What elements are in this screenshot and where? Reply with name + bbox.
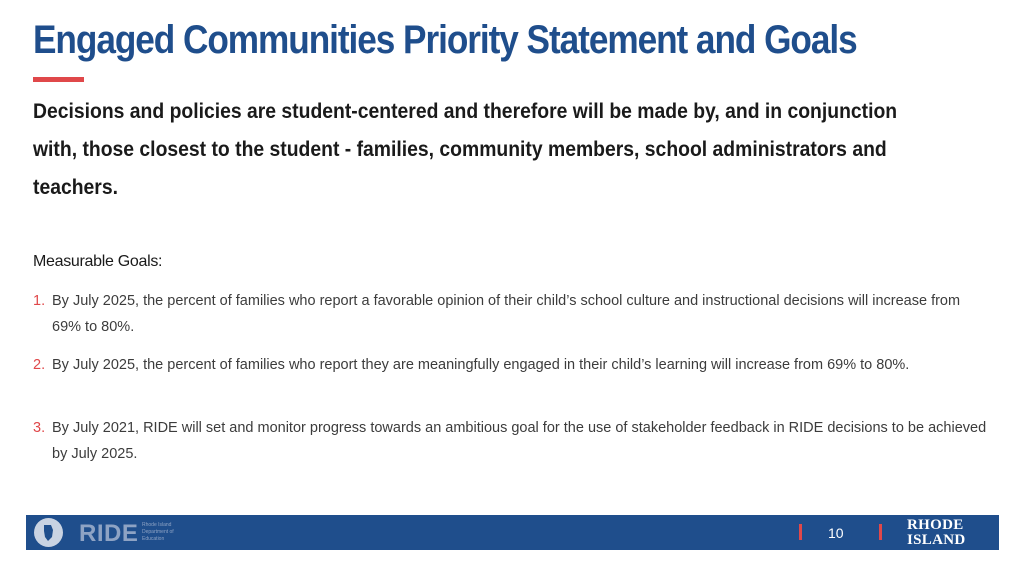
goals-heading: Measurable Goals: [33,253,163,270]
goal-item [33,288,993,340]
ride-logo-subtitle: Rhode Island Department of Education [142,522,174,542]
page-number: 10 [828,525,844,541]
slide-title: Engaged Communities Priority Statement and Goals [33,18,857,62]
ri-logo-line2: ISLAND [907,532,966,548]
goal-text: By July 2021, RIDE will set and monitor progress towards an ambitious goal for the use of stakeholder feedback in RIDE decisions to be achieved by July 2025. [52,420,987,462]
ride-seal-icon [34,518,63,547]
footer-bar [26,515,999,550]
ri-logo-line1: RHODE [907,517,964,533]
goal-number: 1. [33,293,46,309]
ride-logo: RIDE [79,520,139,547]
goal-item [33,352,993,378]
footer-divider [879,524,882,540]
priority-statement: Decisions and policies are student-centered and therefore will be made by, and in conjunction with, those closest to the student - families, community members, school administrators and teachers. [33,99,898,199]
footer-divider [799,524,802,540]
title-underline [33,77,84,82]
goal-item [33,415,993,467]
goal-text: By July 2025, the percent of families who report a favorable opinion of their child’s school culture and instructional decisions will increase from 69% to 80%. [52,293,961,335]
goal-number: 3. [33,420,46,436]
rhode-island-logo [907,518,965,548]
goal-text: By July 2025, the percent of families who report they are meaningfully engaged in their child’s learning will increase from 69% to 80%. [52,357,910,373]
goal-number: 2. [33,357,46,373]
